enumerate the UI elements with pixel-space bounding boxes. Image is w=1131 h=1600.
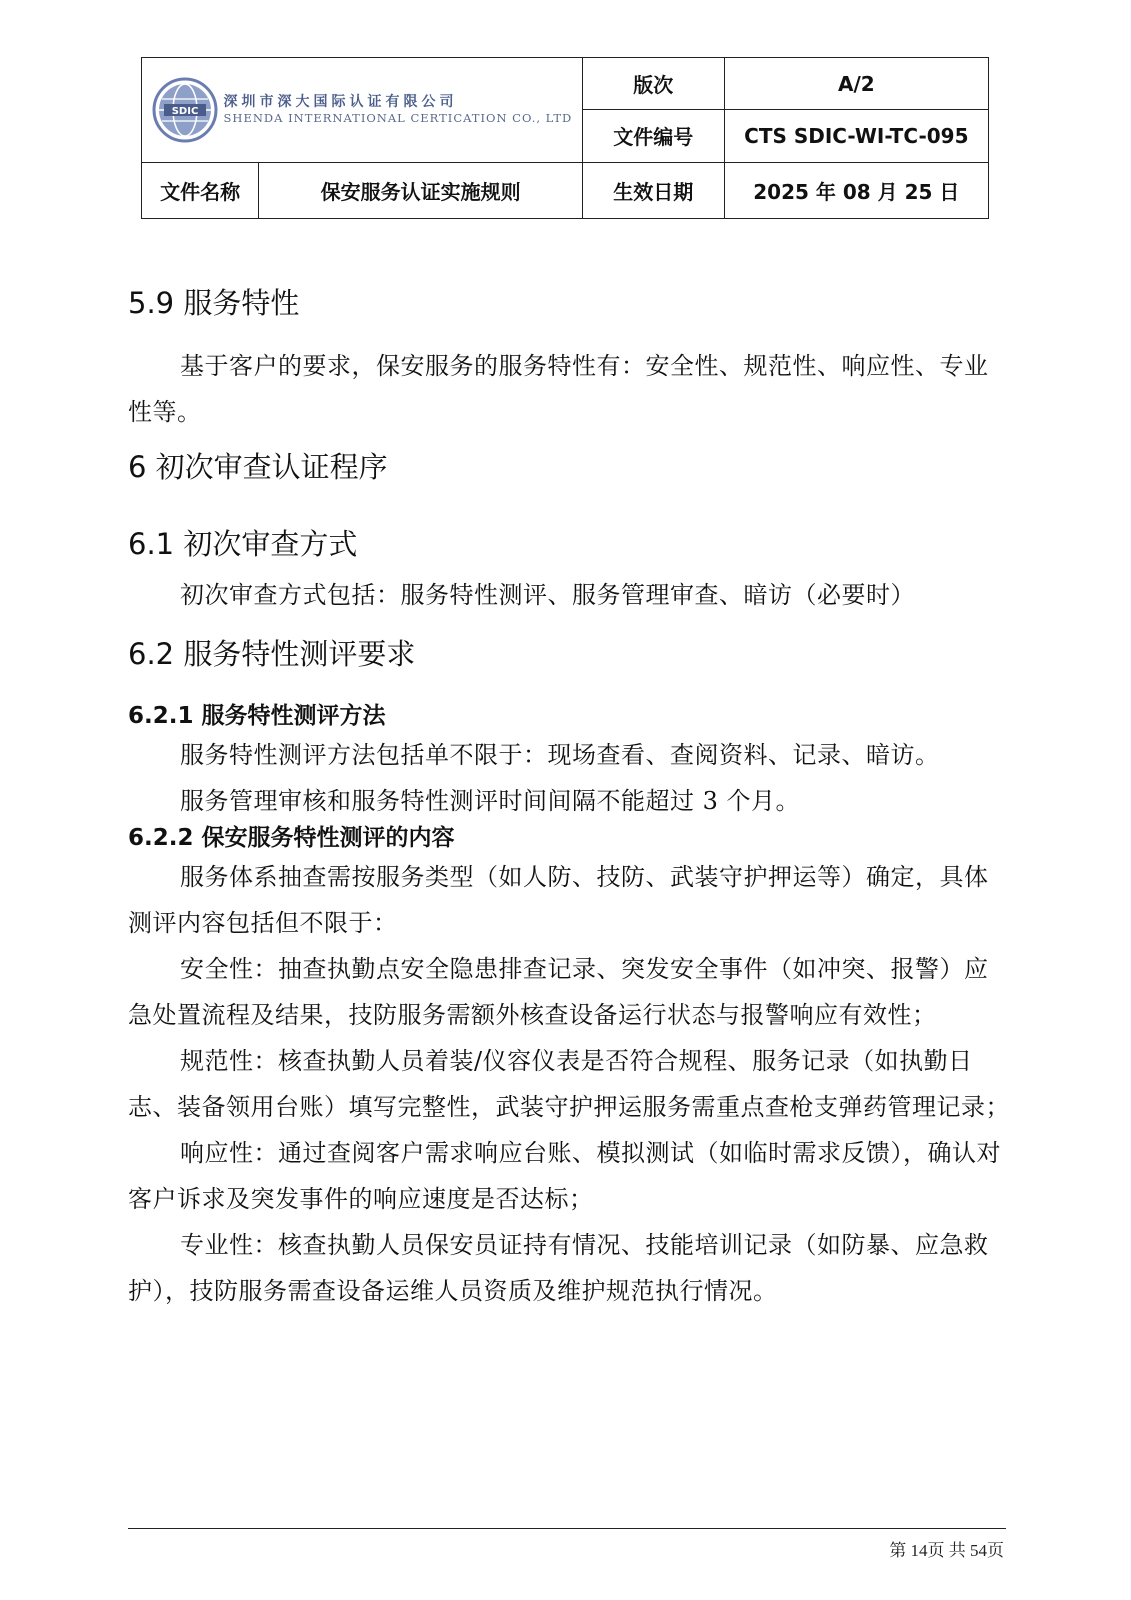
section-6-2-2-title: 6.2.2 保安服务特性测评的内容 — [128, 824, 455, 851]
docname-label: 文件名称 — [142, 162, 259, 218]
section-6-1-title: 6.1 初次审查方式 — [128, 527, 358, 562]
section-5-9-paragraph: 基于客户的要求，保安服务的服务特性有：安全性、规范性、响应性、专业性等。 — [128, 351, 989, 426]
section-6-2-2-paragraph-1: 服务体系抽查需按服务类型（如人防、技防、武装守护押运等）确定，具体测评内容包括但不限于： — [128, 862, 989, 937]
company-name-en: SHENDA INTERNATIONAL CERTICATION CO., LTD — [223, 111, 573, 126]
version-label: 版次 — [582, 58, 724, 110]
company-logo-icon — [152, 77, 218, 143]
company-name-cn: 深圳市深大国际认证有限公司 — [223, 94, 458, 111]
logo-letters: SDIC — [171, 105, 198, 117]
effective-value: 2025 年 08 月 25 日 — [724, 162, 988, 218]
docname-value: 保安服务认证实施规则 — [259, 162, 582, 218]
page-number: 第 14页 共 54页 — [889, 1541, 1004, 1560]
standardization-paragraph: 规范性：核查执勤人员着装/仪容仪表是否符合规程、服务记录（如执勤日志、装备领用台账）填写完整性，武装守护押运服务需重点查枪支弹药管理记录； — [128, 1046, 1010, 1121]
section-6-2-1-paragraph-2: 服务管理审核和服务特性测评时间间隔不能超过 3 个月。 — [180, 786, 801, 815]
document-header-table — [141, 57, 989, 219]
docno-label: 文件编号 — [582, 110, 724, 162]
section-6-2-title: 6.2 服务特性测评要求 — [128, 637, 416, 672]
effective-label: 生效日期 — [582, 162, 724, 218]
section-5-9-title: 5.9 服务特性 — [128, 286, 300, 320]
section-6-1-paragraph: 初次审查方式包括：服务特性测评、服务管理审查、暗访（必要时） — [180, 581, 915, 610]
responsiveness-paragraph: 响应性：通过查阅客户需求响应台账、模拟测试（如临时需求反馈），确认对客户诉求及突发事件的响应速度是否达标； — [128, 1138, 1001, 1213]
footer-divider — [128, 1528, 1006, 1529]
company-logo-cell — [142, 58, 583, 163]
section-6-2-1-title: 6.2.1 服务特性测评方法 — [128, 702, 386, 729]
safety-paragraph: 安全性：抽查执勤点安全隐患排查记录、突发安全事件（如冲突、报警）应急处置流程及结果，技防服务需额外核查设备运行状态与报警响应有效性； — [128, 954, 989, 1029]
version-value: A/2 — [724, 58, 988, 110]
section-6-title: 6 初次审查认证程序 — [128, 449, 388, 484]
docno-value: CTS SDIC-WI-TC-095 — [724, 110, 988, 162]
section-6-2-1-paragraph-1: 服务特性测评方法包括单不限于：现场查看、查阅资料、记录、暗访。 — [180, 740, 940, 769]
professionalism-paragraph: 专业性：核查执勤人员保安员证持有情况、技能培训记录（如防暴、应急救护），技防服务需查设备运维人员资质及维护规范执行情况。 — [128, 1230, 989, 1305]
document-body — [128, 285, 1010, 1314]
